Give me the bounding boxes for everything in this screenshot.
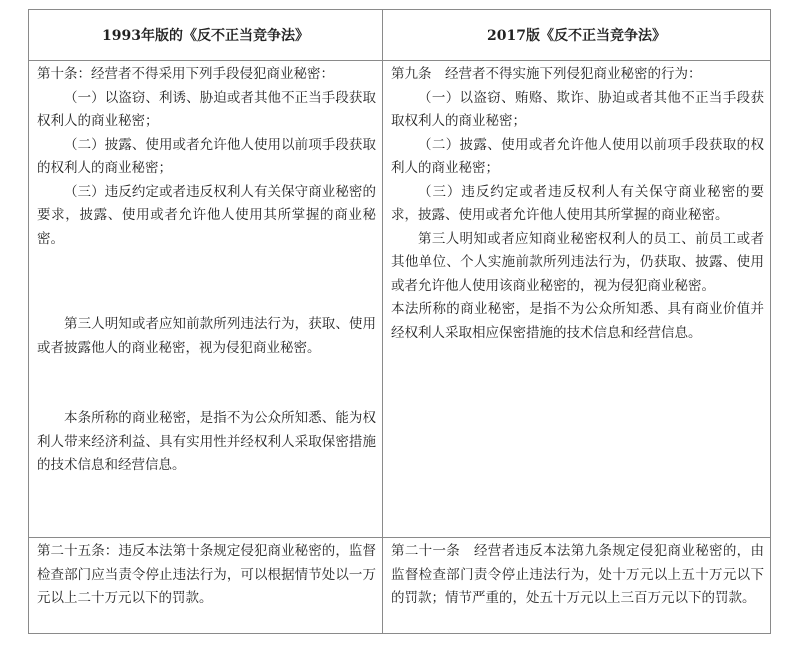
cell-2017-article9: [383, 61, 771, 538]
definition-paragraph: 本法所称的商业秘密，是指不为公众所知悉、具有商业价值并经权利人采取相应保密措施的技术信息和经营信息。: [391, 301, 764, 341]
third-party-paragraph: 第三人明知或者应知商业秘密权利人的员工、前员工或者其他单位、个人实施前款所列违法行为，仍获取、披露、使用或者允许他人使用该商业秘密的，视为侵犯商业秘密。: [391, 230, 764, 294]
clause-2: （二）披露、使用或者允许他人使用以前项手段获取的权利人的商业秘密；: [391, 136, 764, 176]
article-heading: 第九条 经营者不得实施下列侵犯商业秘密的行为：: [391, 66, 702, 82]
clause-3: （三）违反约定或者违反权利人有关保守商业秘密的要求，披露、使用或者允许他人使用其所掌握的商业秘密。: [391, 183, 764, 223]
table-row: [29, 538, 771, 634]
article-heading: 第十条：经营者不得采用下列手段侵犯商业秘密：: [37, 66, 334, 82]
penalty-paragraph: 第二十五条：违反本法第十条规定侵犯商业秘密的，监督检查部门应当责令停止违法行为，可以根据情节处以一万元以上二十万元以下的罚款。: [37, 543, 376, 606]
definition-paragraph: 本条所称的商业秘密，是指不为公众所知悉、能为权利人带来经济利益、具有实用性并经权利人采取保密措施的技术信息和经营信息。: [37, 410, 376, 473]
header-1993: 1993年版的《反不正当竞争法》: [29, 10, 383, 61]
header-row: [29, 10, 771, 61]
clause-1: （一）以盗窃、贿赂、欺诈、胁迫或者其他不正当手段获取权利人的商业秘密；: [391, 89, 764, 129]
header-2017: 2017版《反不正当竞争法》: [383, 10, 771, 61]
cell-1993-article25: [29, 538, 383, 634]
third-party-paragraph: 第三人明知或者应知前款所列违法行为，获取、使用或者披露他人的商业秘密，视为侵犯商业秘密。: [37, 316, 376, 356]
penalty-paragraph: 第二十一条 经营者违反本法第九条规定侵犯商业秘密的，由监督检查部门责令停止违法行为，处十万元以上五十万元以下的罚款；情节严重的，处五十万元以上三百万元以下的罚款。: [391, 543, 764, 606]
cell-1993-article10: [29, 61, 383, 538]
cell-2017-article21: [383, 538, 771, 634]
clause-2: （二）披露、使用或者允许他人使用以前项手段获取的权利人的商业秘密；: [37, 136, 376, 176]
clause-3: （三）违反约定或者违反权利人有关保守商业秘密的要求，披露、使用或者允许他人使用其所掌握的商业秘密。: [37, 183, 376, 247]
comparison-table: [28, 9, 771, 634]
table-row: [29, 61, 771, 538]
clause-1: （一）以盗窃、利诱、胁迫或者其他不正当手段获取权利人的商业秘密；: [37, 89, 376, 129]
